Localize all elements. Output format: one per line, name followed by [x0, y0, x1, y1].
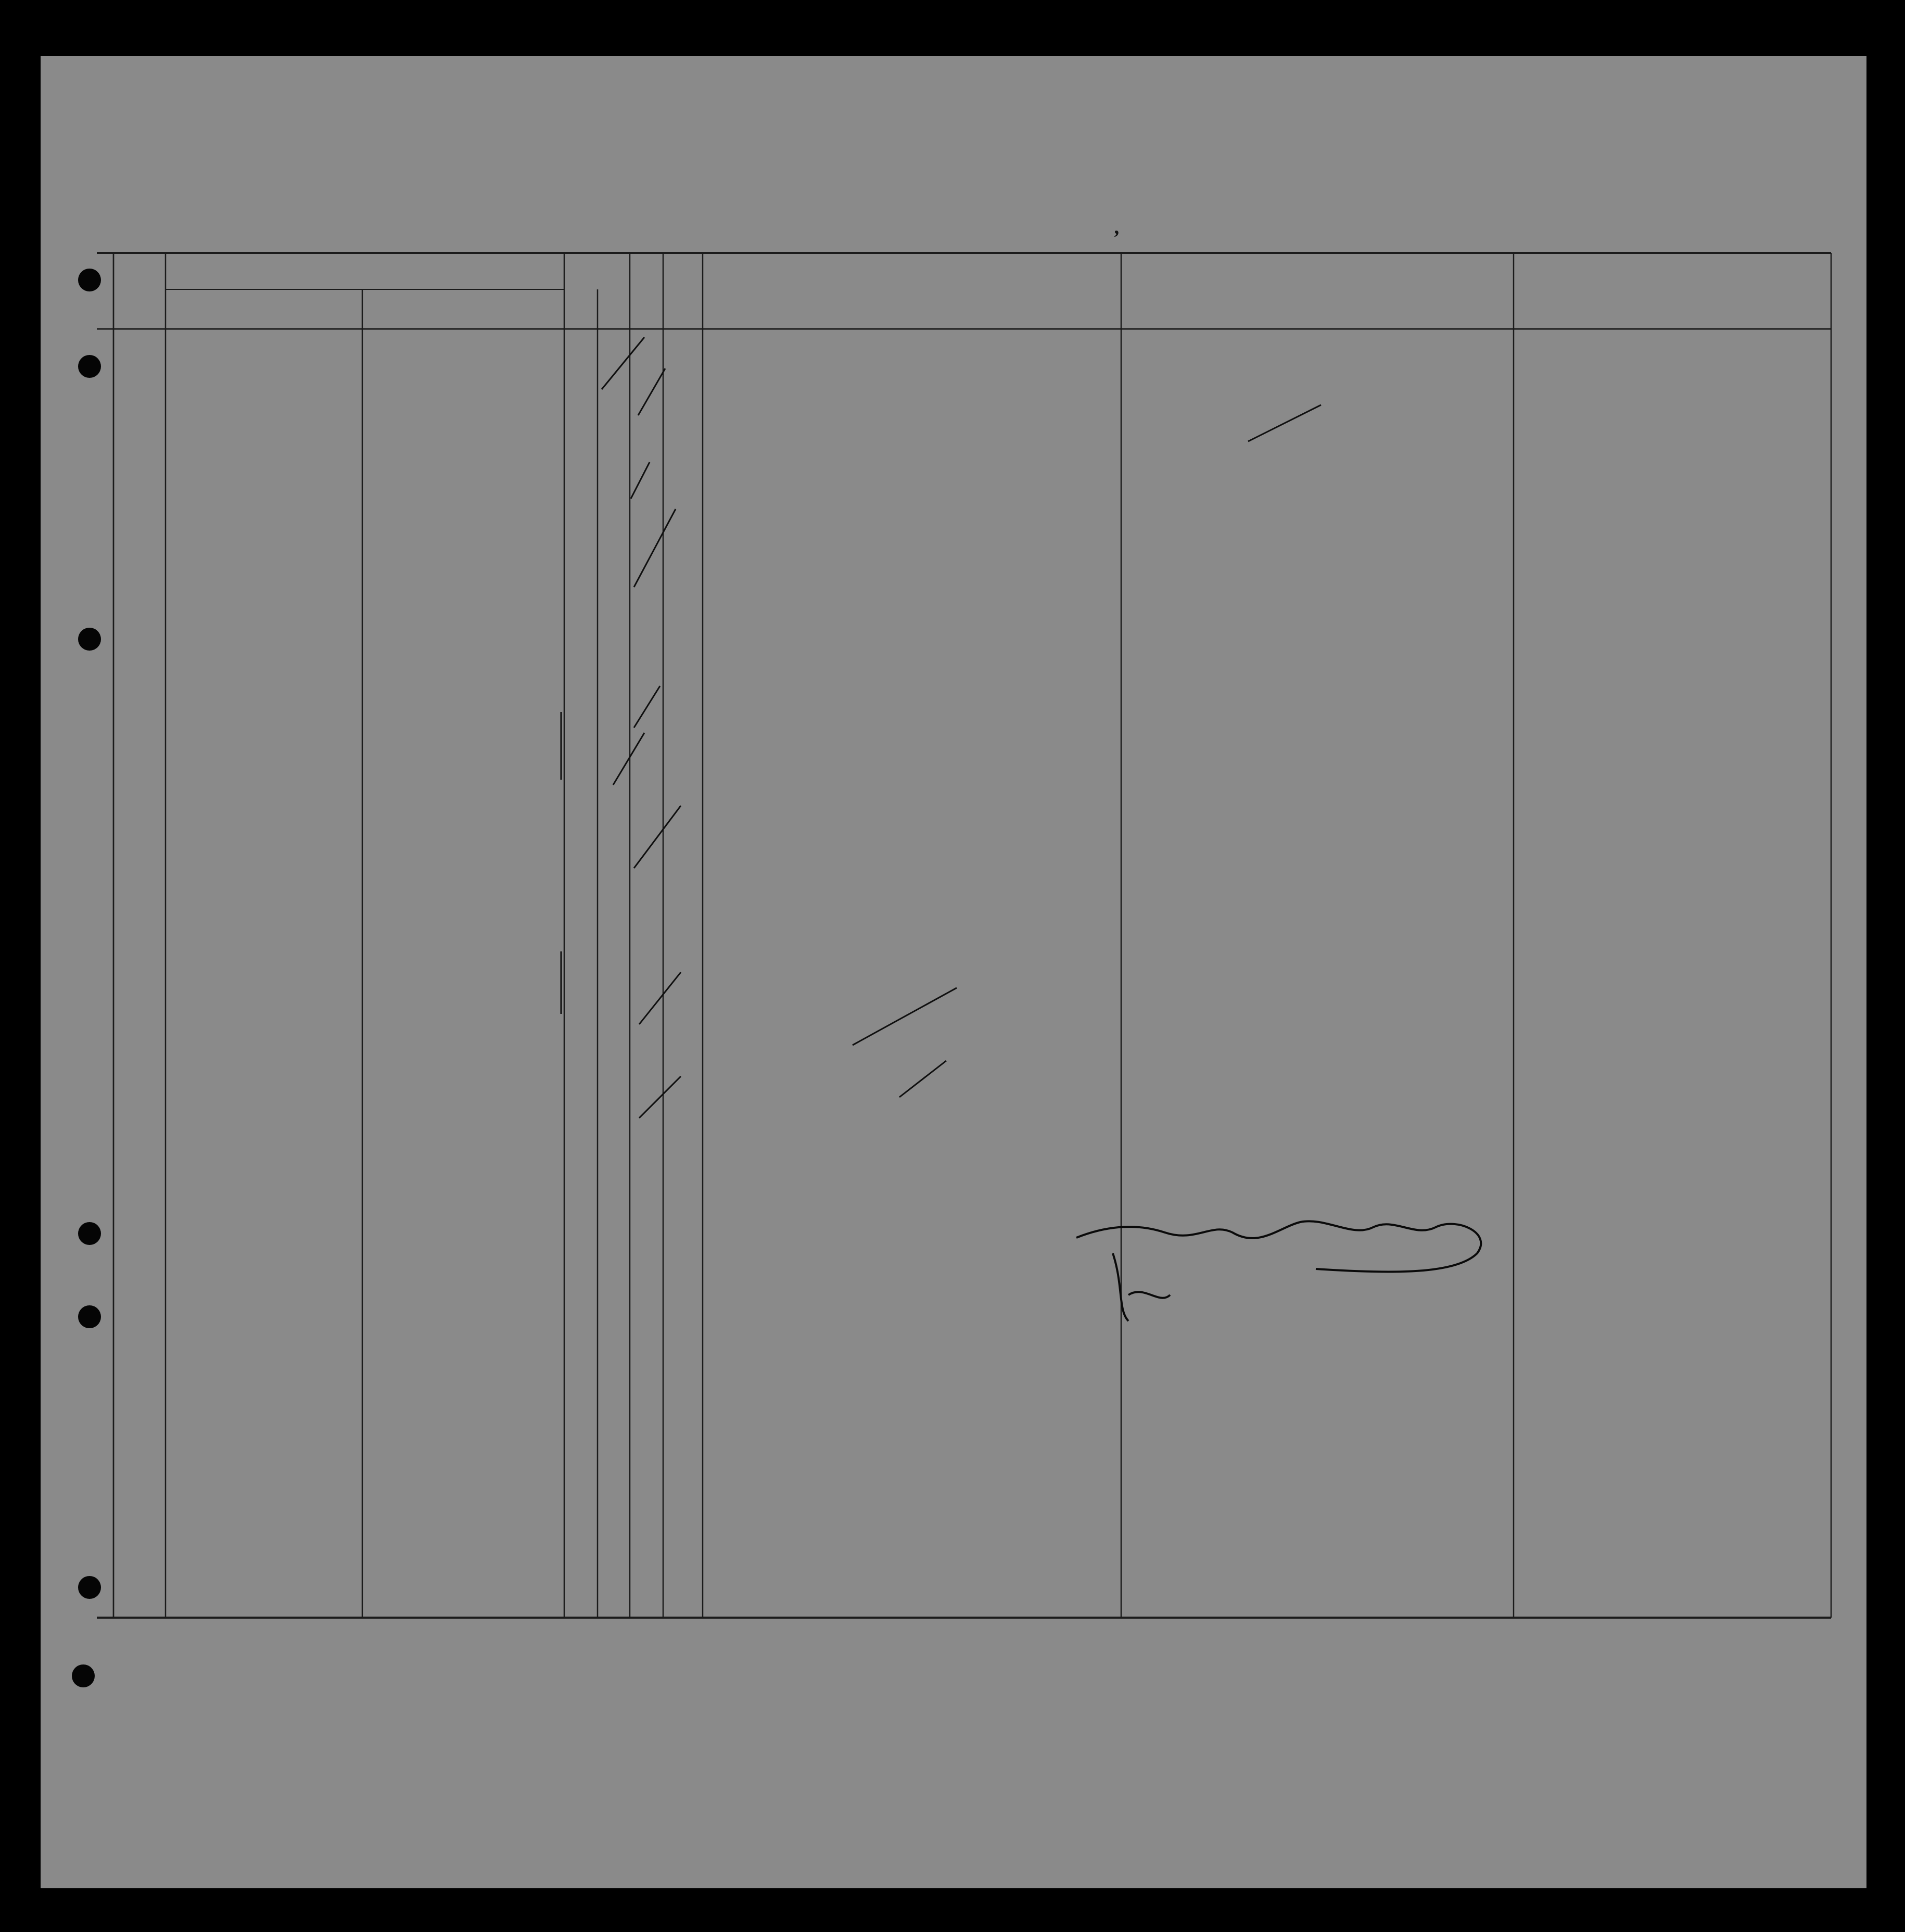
notice-item: [353, 1802, 1831, 1822]
notice-item: [353, 1743, 1831, 1762]
important-notice-list: [353, 1743, 1831, 1822]
notice-item: [353, 1782, 1831, 1802]
year-comma: ,: [1115, 215, 1120, 238]
manifest-grid: [41, 56, 1866, 1888]
manifest-page: [41, 56, 1866, 1888]
inspector-signature-strokes: [1076, 1221, 1481, 1321]
check-marks: [561, 337, 1321, 1118]
notice-item: [353, 1762, 1831, 1782]
